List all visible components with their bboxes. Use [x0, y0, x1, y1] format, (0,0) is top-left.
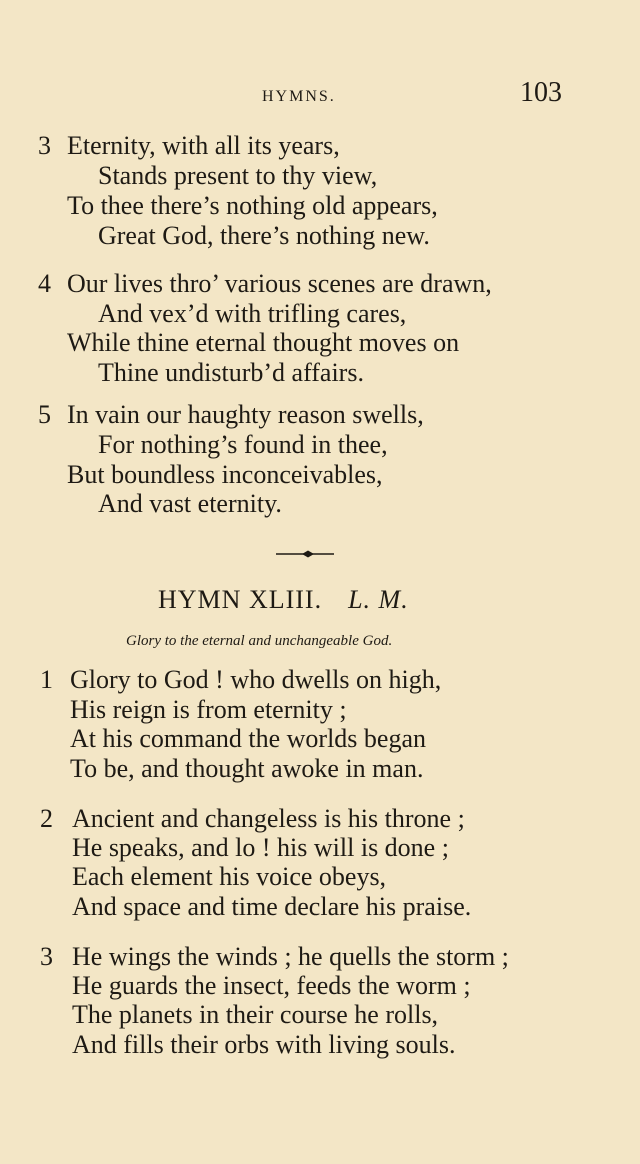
- verse-line: Eternity, with all its years,: [67, 131, 340, 160]
- verse-line: Ancient and changeless is his throne ;: [72, 804, 465, 833]
- hymn-meter: L. M.: [348, 585, 409, 614]
- hymn-title: [158, 585, 409, 615]
- stanza-number: 3: [40, 942, 53, 971]
- verse-line: He wings the winds ; he quells the storm ;: [72, 942, 509, 971]
- verse-line: Glory to God ! who dwells on high,: [70, 665, 442, 694]
- verse-line: Thine undisturb’d affairs.: [98, 358, 364, 387]
- page-number: 103: [520, 77, 562, 108]
- verse-line: And space and time declare his praise.: [72, 892, 472, 921]
- verse-line: The planets in their course he rolls,: [72, 1000, 439, 1029]
- ornament-divider: [276, 548, 334, 560]
- verse-line: At his command the worlds began: [70, 724, 426, 753]
- verse-line: To be, and thought awoke in man.: [70, 754, 424, 783]
- running-head: HYMNS.: [262, 88, 336, 105]
- verse-line: And vex’d with trifling cares,: [98, 299, 407, 328]
- hymn-title-text: HYMN XLIII.: [158, 585, 323, 614]
- stanza-number: 1: [40, 665, 53, 694]
- verse-line: Each element his voice obeys,: [72, 862, 387, 891]
- verse-line: He guards the insect, feeds the worm ;: [72, 971, 471, 1000]
- verse-line: Great God, there’s nothing new.: [98, 221, 430, 250]
- verse-line: His reign is from eternity ;: [70, 695, 347, 724]
- verse-line: But boundless inconceivables,: [67, 460, 383, 489]
- hymn-subtitle: Glory to the eternal and unchangeable God.: [126, 633, 393, 649]
- verse-line: To thee there’s nothing old appears,: [67, 191, 438, 220]
- verse-line: While thine eternal thought moves on: [67, 328, 460, 357]
- verse-line: And vast eternity.: [98, 489, 282, 518]
- verse-line: Our lives thro’ various scenes are drawn,: [67, 269, 492, 298]
- stanza-number: 4: [38, 269, 51, 298]
- verse-line: Stands present to thy view,: [98, 161, 378, 190]
- stanza-number: 3: [38, 131, 51, 160]
- verse-line: In vain our haughty reason swells,: [67, 400, 424, 429]
- verse-line: He speaks, and lo ! his will is done ;: [72, 833, 449, 862]
- verse-line: For nothing’s found in thee,: [98, 430, 388, 459]
- verse-line: And fills their orbs with living souls.: [72, 1030, 456, 1059]
- stanza-number: 2: [40, 804, 53, 833]
- stanza-number: 5: [38, 400, 51, 429]
